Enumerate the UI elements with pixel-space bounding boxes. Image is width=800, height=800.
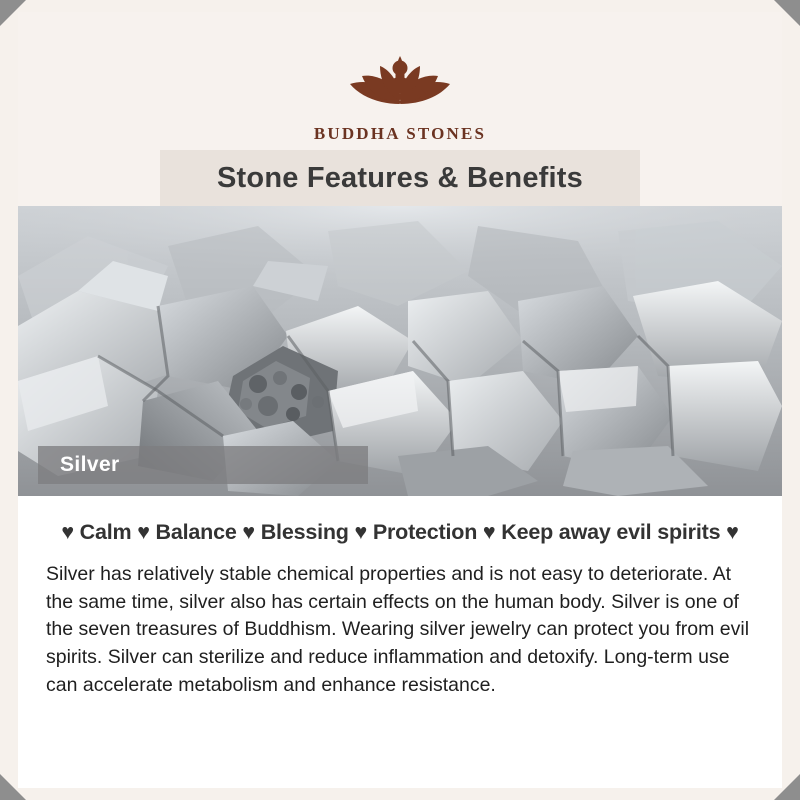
benefits-section (18, 496, 782, 551)
benefits-line: ♥ Calm ♥ Balance ♥ Blessing ♥ Protection ♥ Keep away evil spirits ♥ (61, 520, 739, 544)
title-band (160, 150, 640, 206)
hero-caption-band (38, 446, 368, 484)
hero-caption-text: Silver (60, 453, 120, 476)
corner-notch-top-right (774, 0, 800, 26)
brand-header (18, 12, 782, 150)
corner-notch-bottom-left (0, 774, 26, 800)
description-paragraph: Silver has relatively stable chemical properties and is not easy to deteriorate. At the same time, silver also has certain effects on the human body. Silver is one of the seven treasures of Buddhism. Wearing silver jewelry can protect you from evil spirits. Silver can sterilize and reduce inflammation and detoxify. Long-term use can accelerate metabolism and enhance resistance. (46, 563, 750, 696)
title-section (18, 150, 782, 206)
lotus-meditation-icon (320, 30, 480, 122)
corner-notch-top-left (0, 0, 26, 26)
corner-notch-bottom-right (774, 774, 800, 800)
content-card (18, 12, 782, 788)
bottom-spacer (18, 730, 782, 788)
hero-image (18, 206, 782, 496)
page-title: Stone Features & Benefits (217, 161, 583, 194)
brand-name: BUDDHA STONES (313, 124, 487, 143)
